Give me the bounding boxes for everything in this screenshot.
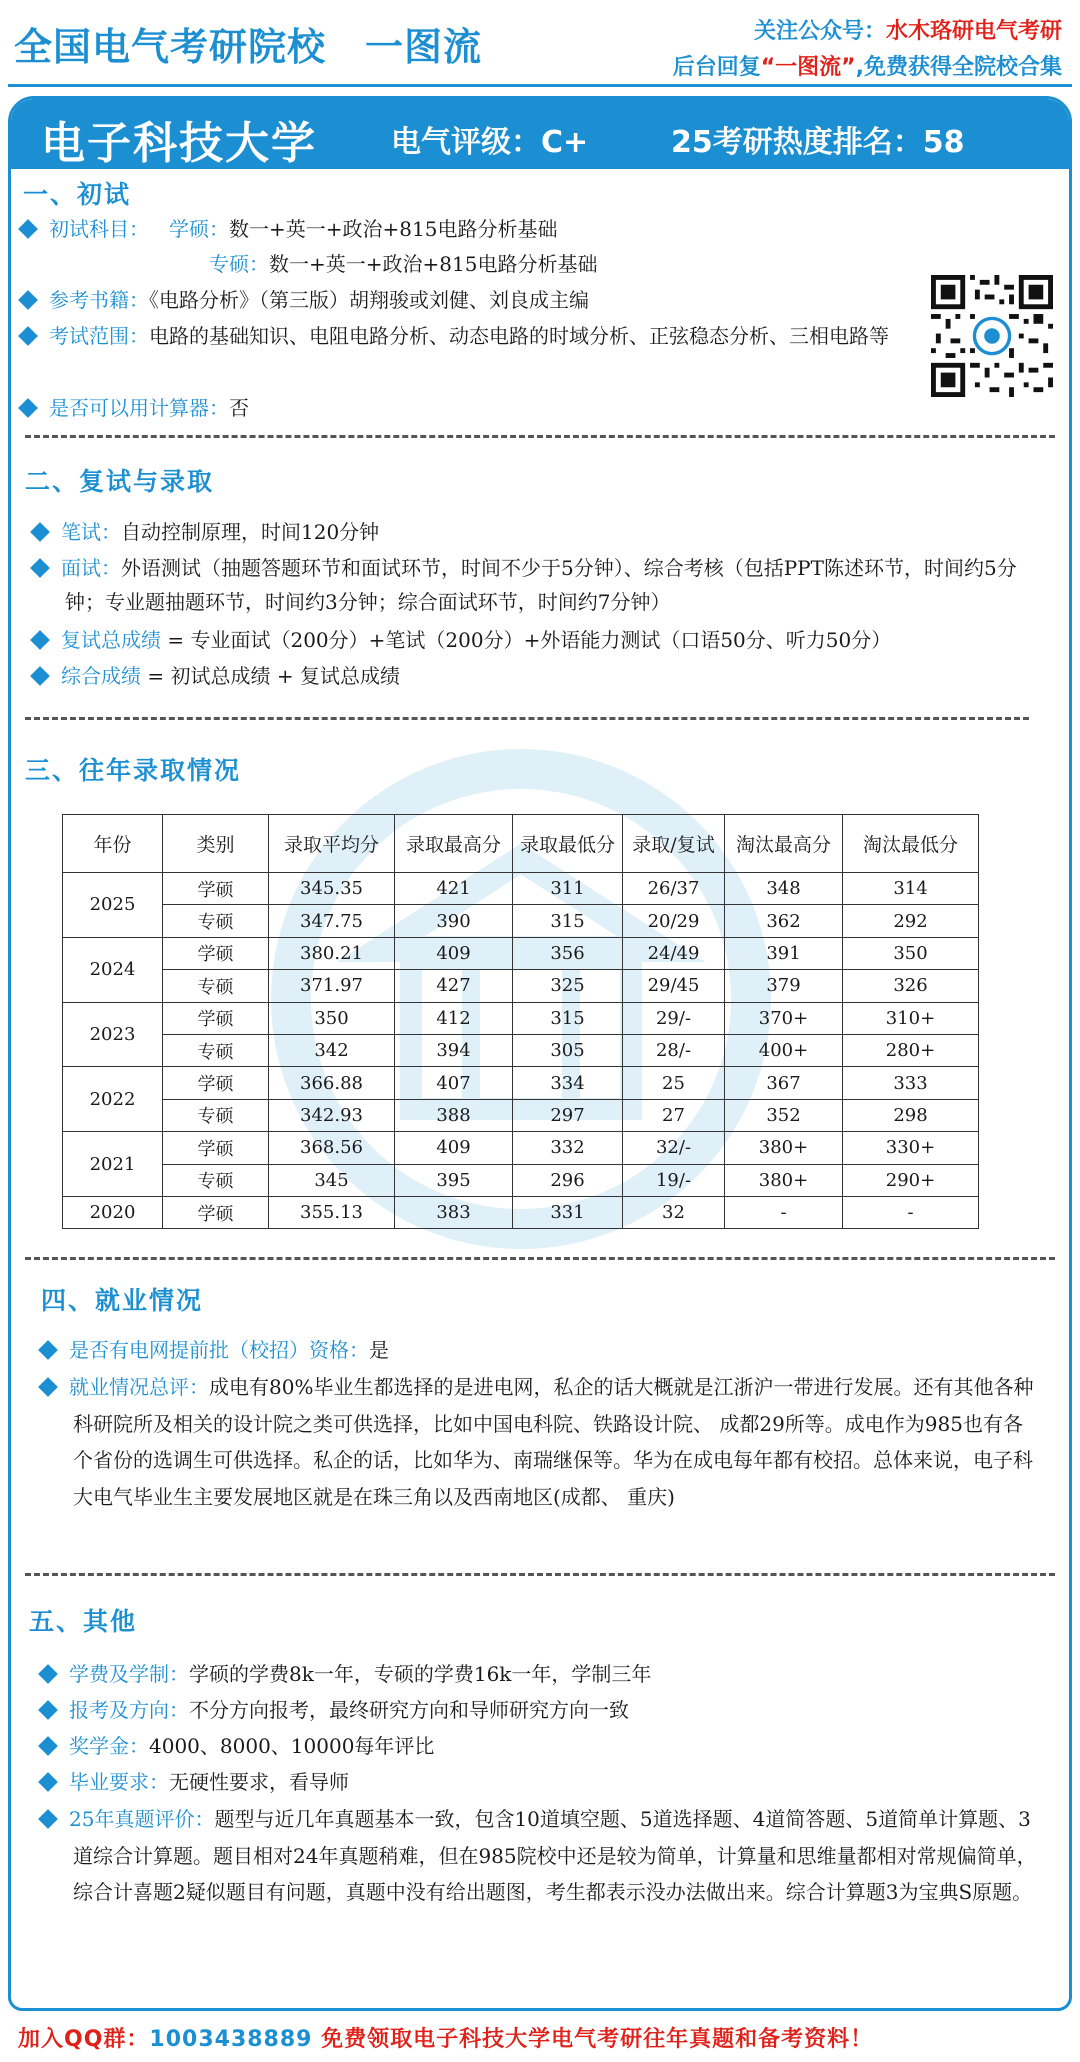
diamond-bullet-icon	[38, 1700, 58, 1720]
table-cell: 314	[843, 873, 979, 905]
written-test-row	[33, 515, 379, 549]
table-row	[63, 1196, 979, 1228]
table-cell: 362	[725, 905, 843, 937]
retest-score-value: = 专业面试（200分）+笔试（200分）+外语能力测试（口语50分、听力50分）	[161, 628, 892, 652]
diamond-bullet-icon	[38, 1340, 58, 1360]
section-title-retest: 二、复试与录取	[25, 467, 215, 496]
section-divider	[25, 1257, 1055, 1260]
table-row	[63, 873, 979, 905]
table-cell: 356	[513, 937, 623, 969]
column-header: 录取最高分	[395, 815, 513, 873]
table-cell: -	[725, 1196, 843, 1228]
table-cell: 395	[395, 1164, 513, 1196]
table-cell: 326	[843, 970, 979, 1002]
table-cell: 331	[513, 1196, 623, 1228]
table-cell: 368.56	[269, 1132, 395, 1164]
table-cell: 350	[269, 1002, 395, 1034]
table-row	[63, 1132, 979, 1164]
table-cell: 409	[395, 1132, 513, 1164]
table-cell: 370+	[725, 1002, 843, 1034]
diamond-bullet-icon	[38, 1809, 58, 1829]
diamond-bullet-icon	[30, 666, 50, 686]
category-cell: 学硕	[163, 1067, 269, 1099]
exam-review-label: 25年真题评价：	[69, 1807, 215, 1831]
scope-label: 考试范围：	[49, 324, 149, 348]
table-cell: 24/49	[623, 937, 725, 969]
column-header: 类别	[163, 815, 269, 873]
table-row	[63, 1034, 979, 1066]
category-cell: 专硕	[163, 1164, 269, 1196]
column-header: 录取平均分	[269, 815, 395, 873]
table-cell: 29/-	[623, 1002, 725, 1034]
column-header: 年份	[63, 815, 163, 873]
diamond-bullet-icon	[18, 398, 38, 418]
calculator-label: 是否可以用计算器：	[49, 396, 229, 420]
tuition-label: 学费及学制：	[69, 1662, 189, 1686]
table-cell: 315	[513, 1002, 623, 1034]
table-header-row	[63, 815, 979, 873]
interview-label: 面试：	[61, 556, 121, 580]
table-cell: 28/-	[623, 1034, 725, 1066]
written-test-label: 笔试：	[61, 520, 121, 544]
diamond-bullet-icon	[38, 1664, 58, 1684]
scholarship-value: 4000、8000、10000每年评比	[149, 1734, 435, 1758]
year-cell: 2021	[63, 1132, 163, 1197]
table-cell: 388	[395, 1099, 513, 1131]
graduation-label: 毕业要求：	[69, 1770, 169, 1794]
column-header: 录取最低分	[513, 815, 623, 873]
xueshuo-subjects: 数一+英一+政治+815电路分析基础	[229, 217, 558, 241]
table-cell: 297	[513, 1099, 623, 1131]
section-title-admission: 三、往年录取情况	[25, 756, 242, 785]
table-cell: 400+	[725, 1034, 843, 1066]
column-header: 录取/复试	[623, 815, 725, 873]
table-cell: 347.75	[269, 905, 395, 937]
diamond-bullet-icon	[38, 1772, 58, 1792]
promo-reply-suffix: ,免费获得全院校合集	[855, 55, 1062, 80]
table-cell: 296	[513, 1164, 623, 1196]
table-cell: 345.35	[269, 873, 395, 905]
table-cell: 292	[843, 905, 979, 937]
table-cell: 342	[269, 1034, 395, 1066]
table-row	[63, 970, 979, 1002]
zhuanshuo-row	[209, 247, 597, 281]
section-divider	[25, 1573, 1055, 1576]
card-header	[11, 99, 1069, 169]
table-cell: 332	[513, 1132, 623, 1164]
table-cell: 342.93	[269, 1099, 395, 1131]
category-cell: 专硕	[163, 905, 269, 937]
year-cell: 2024	[63, 937, 163, 1002]
table-row	[63, 1164, 979, 1196]
site-title: 全国电气考研院校 一图流	[14, 25, 483, 69]
table-cell: 348	[725, 873, 843, 905]
retest-score-label: 复试总成绩	[61, 628, 161, 652]
table-cell: 280+	[843, 1034, 979, 1066]
table-row	[63, 937, 979, 969]
grid-eligibility-label: 是否有电网提前批（校招）资格：	[69, 1338, 369, 1362]
zhuanshuo-label: 专硕：	[209, 252, 269, 276]
table-cell: 298	[843, 1099, 979, 1131]
column-header: 淘汰最高分	[725, 815, 843, 873]
promo-prefix: 关注公众号：	[753, 19, 886, 44]
category-cell: 专硕	[163, 970, 269, 1002]
category-cell: 学硕	[163, 1196, 269, 1228]
table-row	[63, 1067, 979, 1099]
direction-row	[41, 1693, 629, 1727]
category-cell: 专硕	[163, 1034, 269, 1066]
table-cell: 345	[269, 1164, 395, 1196]
table-cell: 390	[395, 905, 513, 937]
employment-summary-value: 成电有80%毕业生都选择的是进电网，私企的话大概就是江浙沪一带进行发展。还有其他各种科研院所及相关的设计院之类可供选择，比如中国电科院、铁路设计院、 成都29所等。成电作为985也有各个省份的选调生可供选择。私企的话，比如华为、南瑞继保等。华为在成电每年都有校招。总体来说，电子科大电气毕业生主要发展地区就是在珠三角以及西南地区(成都、 重庆)	[73, 1375, 1034, 1509]
table-cell: 310+	[843, 1002, 979, 1034]
interview-value: 外语测试（抽题答题环节和面试环节，时间不少于5分钟）、综合考核（包括PPT陈述环节，时间约5分钟；专业题抽题环节，时间约3分钟；综合面试环节，时间约7分钟）	[65, 556, 1017, 614]
section-title-preliminary: 一、初试	[23, 180, 132, 209]
footer-banner	[18, 2022, 873, 2053]
scholarship-row	[41, 1729, 434, 1763]
category-cell: 专硕	[163, 1099, 269, 1131]
table-cell: 315	[513, 905, 623, 937]
category-cell: 学硕	[163, 937, 269, 969]
table-cell: 380+	[725, 1164, 843, 1196]
year-cell: 2020	[63, 1196, 163, 1228]
table-cell: 32/-	[623, 1132, 725, 1164]
table-cell: -	[843, 1196, 979, 1228]
table-cell: 394	[395, 1034, 513, 1066]
table-cell: 379	[725, 970, 843, 1002]
zhuanshuo-subjects: 数一+英一+政治+815电路分析基础	[269, 252, 598, 276]
table-cell: 350	[843, 937, 979, 969]
year-cell: 2025	[63, 873, 163, 938]
section-title-employment: 四、就业情况	[41, 1286, 204, 1315]
table-cell: 290+	[843, 1164, 979, 1196]
table-cell: 305	[513, 1034, 623, 1066]
admission-table	[62, 814, 979, 1229]
table-cell: 352	[725, 1099, 843, 1131]
category-cell: 学硕	[163, 1132, 269, 1164]
top-header	[0, 0, 1080, 90]
subjects-label: 初试科目：	[49, 217, 149, 241]
employment-summary-label: 就业情况总评：	[69, 1375, 209, 1399]
qq-number: 1003438889	[149, 2027, 313, 2052]
direction-value: 不分方向报考，最终研究方向和导师研究方向一致	[189, 1698, 629, 1722]
discipline-rating: 电气评级：C+	[391, 125, 589, 160]
calculator-value: 否	[229, 396, 249, 420]
column-header: 淘汰最低分	[843, 815, 979, 873]
table-cell: 409	[395, 937, 513, 969]
section-title-others: 五、其他	[29, 1607, 138, 1636]
year-cell: 2023	[63, 1002, 163, 1067]
written-test-value: 自动控制原理，时间120分钟	[121, 520, 380, 544]
graduation-row	[41, 1765, 349, 1799]
diamond-bullet-icon	[18, 219, 38, 239]
subjects-row	[21, 212, 557, 246]
total-score-row	[33, 659, 400, 693]
scope-value: 电路的基础知识、电阻电路分析、动态电路的时域分析、正弦稳态分析、三相电路等	[149, 324, 889, 348]
diamond-bullet-icon	[38, 1377, 58, 1397]
calculator-row	[21, 391, 249, 425]
table-cell: 366.88	[269, 1067, 395, 1099]
total-score-value: = 初试总成绩 + 复试总成绩	[141, 664, 400, 688]
retest-score-row	[33, 623, 891, 657]
section-divider	[25, 717, 1029, 720]
exam-review-row	[41, 1801, 1041, 1911]
table-cell: 330+	[843, 1132, 979, 1164]
promo-reply-prefix: 后台回复	[672, 55, 761, 80]
table-cell: 412	[395, 1002, 513, 1034]
diamond-bullet-icon	[30, 522, 50, 542]
graduation-value: 无硬性要求，看导师	[169, 1770, 349, 1794]
diamond-bullet-icon	[38, 1736, 58, 1756]
direction-label: 报考及方向：	[69, 1698, 189, 1722]
table-cell: 383	[395, 1196, 513, 1228]
promo-keyword: “一图流”	[760, 55, 856, 80]
tuition-row	[41, 1657, 651, 1691]
table-cell: 20/29	[623, 905, 725, 937]
category-cell: 学硕	[163, 873, 269, 905]
table-row	[63, 1099, 979, 1131]
table-cell: 367	[725, 1067, 843, 1099]
table-row	[63, 1002, 979, 1034]
table-cell: 27	[623, 1099, 725, 1131]
interview-row	[33, 551, 1033, 619]
table-cell: 380+	[725, 1132, 843, 1164]
table-cell: 371.97	[269, 970, 395, 1002]
table-cell: 407	[395, 1067, 513, 1099]
diamond-bullet-icon	[18, 326, 38, 346]
table-cell: 334	[513, 1067, 623, 1099]
table-cell: 29/45	[623, 970, 725, 1002]
promo-line-1	[754, 14, 1062, 45]
table-cell: 32	[623, 1196, 725, 1228]
books-value: 《电路分析》（第三版）胡翔骏或刘健、刘良成主编	[149, 288, 589, 312]
qq-suffix: 免费领取电子科技大学电气考研往年真题和备考资料！	[312, 2027, 874, 2052]
grid-eligibility-value: 是	[369, 1338, 389, 1362]
table-row	[63, 905, 979, 937]
diamond-bullet-icon	[18, 290, 38, 310]
grid-eligibility-row	[41, 1333, 389, 1367]
total-score-label: 综合成绩	[61, 664, 141, 688]
promo-line-2	[673, 50, 1062, 81]
table-cell: 355.13	[269, 1196, 395, 1228]
table-cell: 380.21	[269, 937, 395, 969]
table-cell: 311	[513, 873, 623, 905]
official-account-name: 水木珞研电气考研	[885, 19, 1062, 44]
diamond-bullet-icon	[30, 558, 50, 578]
table-cell: 391	[725, 937, 843, 969]
tuition-value: 学硕的学费8k一年，专硕的学费16k一年，学制三年	[189, 1662, 652, 1686]
table-cell: 19/-	[623, 1164, 725, 1196]
section-divider	[25, 435, 1055, 438]
table-cell: 427	[395, 970, 513, 1002]
table-cell: 26/37	[623, 873, 725, 905]
scholarship-label: 奖学金：	[69, 1734, 149, 1758]
xueshuo-label: 学硕：	[169, 217, 229, 241]
table-cell: 325	[513, 970, 623, 1002]
table-cell: 421	[395, 873, 513, 905]
university-name: 电子科技大学	[41, 118, 317, 169]
header-divider	[8, 84, 1072, 87]
employment-summary-row	[41, 1369, 1035, 1515]
category-cell: 学硕	[163, 1002, 269, 1034]
books-row	[21, 283, 589, 317]
qq-prefix: 加入QQ群：	[18, 2027, 150, 2052]
diamond-bullet-icon	[30, 630, 50, 650]
heat-rank: 25考研热度排名：58	[671, 125, 965, 160]
books-label: 参考书籍：	[49, 288, 149, 312]
year-cell: 2022	[63, 1067, 163, 1132]
scope-row	[21, 319, 1021, 353]
exam-review-value: 题型与近几年真题基本一致，包含10道填空题、5道选择题、4道简答题、5道简单计算题、3道综合计算题。题目相对24年真题稍难，但在985院校中还是较为简单，计算量和思维量都相对常规偏简单，综合计喜题2疑似题目有问题，真题中没有给出题图，考生都表示没办法做出来。综合计算题3为宝典S原题。	[73, 1807, 1037, 1904]
table-cell: 25	[623, 1067, 725, 1099]
table-cell: 333	[843, 1067, 979, 1099]
